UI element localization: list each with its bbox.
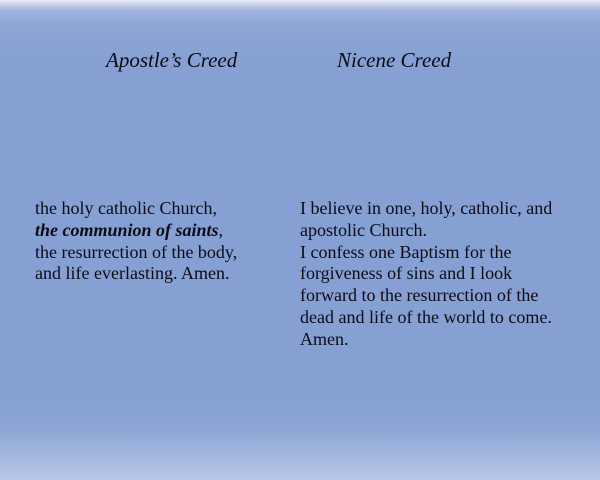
- nicene-line-6: dead and life of the world to come.: [300, 306, 552, 327]
- apostles-line-3: the resurrection of the body,: [35, 241, 238, 262]
- nicene-line-1: I believe in one, holy, catholic, and: [300, 198, 553, 218]
- nicene-line-7: Amen.: [300, 328, 349, 349]
- communion-of-saints-emphasis: the communion of saints: [35, 219, 219, 240]
- nicene-line-2: apostolic Church.: [300, 219, 427, 240]
- nicene-creed-title: Nicene Creed: [337, 48, 452, 72]
- apostles-line-1: the holy catholic Church,: [35, 198, 217, 218]
- apostles-creed-text: [35, 198, 285, 285]
- emphasis-comma: ,: [218, 219, 224, 240]
- apostles-line-4: and life everlasting. Amen.: [35, 263, 230, 284]
- apostles-creed-title: Apostle’s Creed: [106, 48, 238, 72]
- nicene-line-4: forgiveness of sins and I look: [300, 263, 513, 284]
- nicene-creed-text: [300, 198, 580, 351]
- nicene-line-5: forward to the resurrection of the: [300, 285, 539, 306]
- apostles-line-2: [35, 220, 285, 242]
- nicene-line-3: I confess one Baptism for the: [300, 241, 512, 262]
